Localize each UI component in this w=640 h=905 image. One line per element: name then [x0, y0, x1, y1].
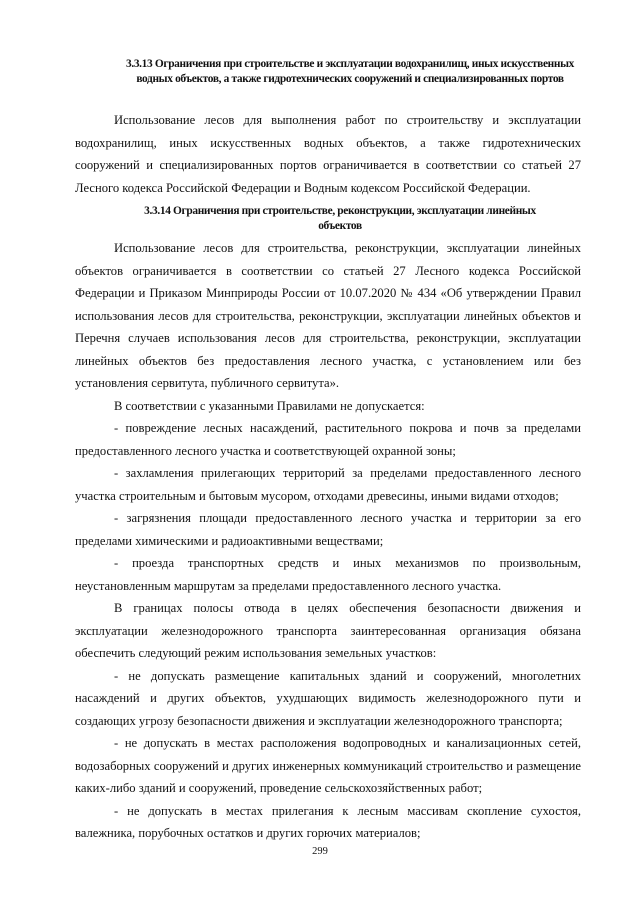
section-heading: 3.3.14 Ограничения при строительстве, реконструкции, эксплуатации линейных объектов [144, 205, 536, 232]
list-item: - не допускать в местах расположения водопроводных и канализационных сетей, водозаборных сооружений и других инженерных коммуникаций строительство и размещение каких-либо зданий и сооружений, проведение сельскохозяйственных работ; [75, 736, 581, 795]
page-number: 299 [312, 846, 328, 857]
section-body [75, 109, 581, 199]
section-heading: 3.3.13 Ограничения при строительстве и эксплуатации водохранилищ, иных искусственных водных объектов, а также гидротехнических сооружений и специализированных портов [125, 58, 574, 85]
list-item: - не допускать в местах прилегания к лесным массивам скопление сухостоя, валежника, порубочных остатков и других горючих материалов; [75, 803, 581, 840]
paragraph: Использование лесов для строительства, реконструкции, эксплуатации линейных объектов ограничивается в соответствии со статьей 27 Лесного кодекса Российской Федерации и Приказом Минприроды России от 10.07.2020 № 434 «Об утверждении Правил использования лесов для строительства, реконструкции, эксплуатации линейных объектов и Перечня случаев использования лесов для строительства, реконструкции, эксплуатации линейных объектов без предоставления лесного участка, с установлением или без установления сервитута, публичного сервитута». [75, 241, 581, 390]
list-item: - загрязнения площади предоставленного лесного участка и территории за его пределами химическими и радиоактивными веществами; [75, 511, 581, 548]
list-item: - повреждение лесных насаждений, растительного покрова и почв за пределами предоставленного лесного участка и соответствующей охранной зоны; [75, 421, 581, 458]
list-item: - захламления прилегающих территорий за пределами предоставленного лесного участка строительным и бытовым мусором, отходами древесины, иными видами отходов; [75, 466, 581, 503]
section-body [75, 237, 581, 845]
list-item: - проезда транспортных средств и иных механизмов по произвольным, неустановленным маршрутам за пределами предоставленного лесного участка. [75, 556, 581, 593]
paragraph: Использование лесов для выполнения работ по строительству и эксплуатации водохранилищ, иных искусственных водных объектов, а также гидротехнических сооружений и специализированных портов ограничивается в соответствии со статьей 27 Лесного кодекса Российской Федерации и Водным кодексом Российской Федерации. [75, 113, 581, 195]
paragraph: В границах полосы отвода в целях обеспечения безопасности движения и эксплуатации железнодорожного транспорта заинтересованная организация обязана обеспечить следующий режим использования земельных участков: [75, 601, 581, 660]
list-item: - не допускать размещение капитальных зданий и сооружений, многолетних насаждений и других объектов, ухудшающих видимость железнодорожного пути и создающих угрозу безопасности движения и эксплуатации железнодорожного транспорта; [75, 668, 581, 728]
paragraph: В соответствии с указанными Правилами не допускается: [114, 398, 425, 413]
